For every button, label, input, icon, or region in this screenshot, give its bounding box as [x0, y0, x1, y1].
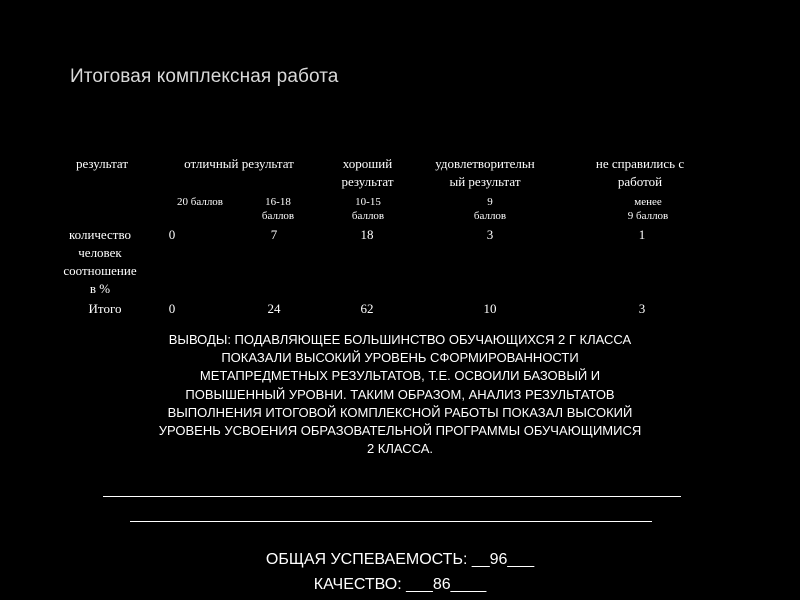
- slide-title: Итоговая комплексная работа: [70, 66, 339, 87]
- conclusion-text: [90, 331, 710, 458]
- header-failed-line-2: работой: [617, 174, 663, 189]
- subheader-col2-line-1: 16-18: [265, 196, 291, 208]
- subheader-col3: [338, 195, 398, 223]
- subheader-col1-text: 20 баллов: [177, 196, 223, 208]
- quality-text: КАЧЕСТВО: ___86____: [313, 576, 487, 593]
- subheader-col2: [248, 195, 308, 223]
- subheader-col5-line-1: менее: [634, 196, 662, 208]
- count-cell: 18: [360, 227, 374, 242]
- conclusion-line: УРОВЕНЬ УСВОЕНИЯ ОБРАЗОВАТЕЛЬНОЙ ПРОГРАММЫ ОБУЧАЮЩИМИСЯ: [158, 423, 642, 439]
- subheader-col4-line-2: баллов: [473, 210, 507, 222]
- subheader-col5-line-2: 9 баллов: [627, 210, 669, 222]
- conclusion-line: 2 КЛАССА.: [366, 441, 434, 457]
- header-failed-line-1: не справились с: [595, 156, 685, 171]
- subheader-col5: [608, 195, 688, 223]
- total-cell: 10: [483, 301, 497, 316]
- subheader-col2-line-2: баллов: [261, 210, 295, 222]
- header-good: [325, 155, 410, 191]
- conclusion-line: ПОКАЗАЛИ ВЫСОКИЙ УРОВЕНЬ СФОРМИРОВАННОСТИ: [221, 350, 579, 366]
- header-satisfactory-line-2: ый результат: [449, 174, 521, 189]
- divider-line: [103, 496, 681, 497]
- row-label-count-line-1: количество: [68, 227, 132, 242]
- divider-line: [130, 521, 652, 522]
- header-failed: [575, 155, 705, 191]
- row-label-count: [50, 226, 150, 298]
- header-result-text: результат: [75, 156, 129, 171]
- total-cell: 0: [168, 301, 176, 316]
- total-cell: 62: [360, 301, 374, 316]
- total-cell: 3: [638, 301, 646, 316]
- count-cell: 0: [168, 227, 176, 242]
- total-cell: 24: [267, 301, 281, 316]
- row-label-ratio-line-1: соотношение: [63, 263, 137, 278]
- subheader-col3-line-2: баллов: [351, 210, 385, 222]
- conclusion-line: ВЫПОЛНЕНИЯ ИТОГОВОЙ КОМПЛЕКСНОЙ РАБОТЫ ПОКАЗАЛ ВЫСОКИЙ: [167, 404, 633, 420]
- count-cell: 1: [638, 227, 646, 242]
- header-result: [62, 155, 142, 173]
- count-cell: 7: [270, 227, 278, 242]
- conclusion-line: ПОВЫШЕННЫЙ УРОВНИ. ТАКИМ ОБРАЗОМ, АНАЛИЗ РЕЗУЛЬТАТОВ: [185, 386, 615, 402]
- count-cell: 3: [486, 227, 494, 242]
- subheader-col4-line-1: 9: [487, 196, 493, 208]
- row-label-total: Итого: [88, 301, 122, 316]
- row-label-ratio-line-2: в %: [89, 281, 111, 296]
- subheader-col1: [160, 195, 240, 209]
- header-good-line-2: результат: [341, 174, 394, 189]
- header-excellent: [168, 155, 310, 173]
- header-good-line-1: хороший: [342, 156, 393, 171]
- header-excellent-text: отличный результат: [184, 156, 294, 171]
- success-rate-text: ОБЩАЯ УСПЕВАЕМОСТЬ: __96___: [265, 551, 535, 568]
- header-satisfactory: [420, 155, 550, 191]
- row-label-count-line-2: человек: [78, 245, 122, 260]
- conclusion-line: МЕТАПРЕДМЕТНЫХ РЕЗУЛЬТАТОВ, Т.Е. ОСВОИЛИ БАЗОВЫЙ И: [199, 368, 601, 384]
- subheader-col3-line-1: 10-15: [355, 196, 381, 208]
- conclusion-line: ВЫВОДЫ: ПОДАВЛЯЮЩЕЕ БОЛЬШИНСТВО ОБУЧАЮЩИХСЯ 2 Г КЛАССА: [168, 332, 632, 347]
- header-satisfactory-line-1: удовлетворительн: [435, 156, 535, 171]
- subheader-col4: [460, 195, 520, 223]
